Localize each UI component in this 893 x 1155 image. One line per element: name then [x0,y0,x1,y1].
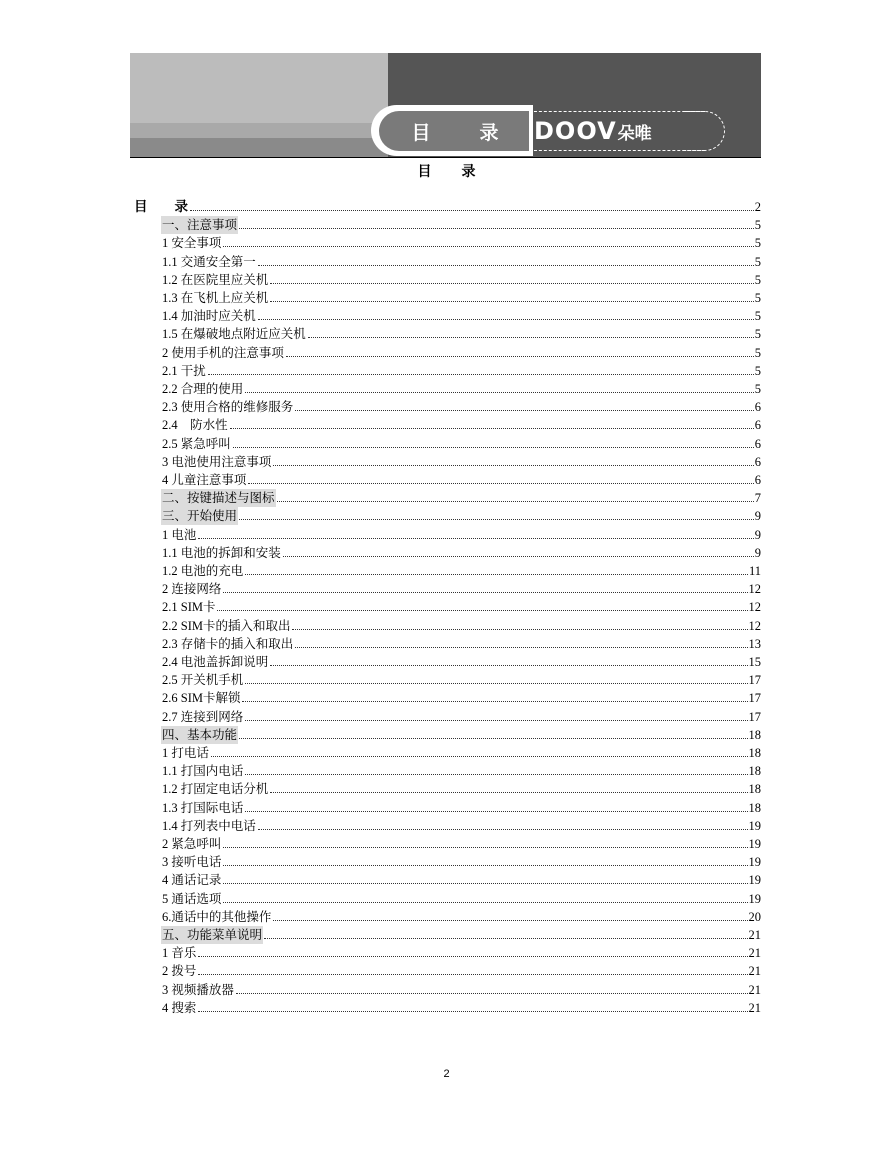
toc-entry-page: 21 [748,946,761,961]
toc-leader-dots [236,992,748,994]
toc-entry[interactable] [161,271,761,289]
toc-entry-page: 2 [754,200,761,214]
toc-entry-label: 二、按键描述与图标 [162,491,275,506]
toc-entry[interactable] [133,198,761,216]
toc-entry-page: 17 [748,691,761,706]
toc-leader-dots [217,609,747,611]
banner-light-block [130,53,388,123]
brand-logo [534,111,710,151]
toc-entry-label: 1 电池 [162,527,197,542]
toc-entry[interactable] [161,689,761,707]
toc-leader-dots [223,864,747,866]
header-banner [130,53,761,157]
toc-entry[interactable] [161,289,761,307]
toc-leader-dots [248,482,753,484]
toc-entry-page: 5 [754,363,761,378]
toc-entry[interactable] [161,744,761,762]
banner-strip [130,138,388,157]
toc-entry-page: 6 [754,454,761,469]
toc-entry-label: 1.2 电池的充电 [162,564,244,578]
toc-entry[interactable] [161,890,761,908]
toc-leader-dots [308,336,754,338]
toc-leader-dots [245,682,747,684]
toc-leader-dots [198,973,747,975]
toc-entry-page: 5 [754,236,761,251]
brand-name-cn: 朵唯 [617,123,652,144]
toc-entry[interactable] [161,598,761,616]
toc-entry[interactable] [161,835,761,853]
toc-entry[interactable] [161,380,761,398]
toc-entry[interactable] [161,653,761,671]
toc-entry-page: 21 [748,928,761,942]
banner-tab-char: 录 [479,121,499,144]
page-number: 2 [443,1068,450,1080]
header-rule [130,157,761,158]
toc-entry[interactable] [161,981,761,999]
toc-leader-dots [277,500,754,502]
toc-leader-dots [273,919,747,921]
toc-leader-dots [292,628,747,630]
toc-entry-page: 5 [754,291,761,305]
toc-entry-page: 18 [748,746,761,760]
toc-entry-label: 4 儿童注意事项 [162,473,247,487]
toc-entry-label: 6.通话中的其他操作 [162,909,272,924]
toc-entry-page: 7 [754,491,761,506]
toc-entry-label: 1.1 电池的拆卸和安装 [162,545,281,560]
toc-entry-label: 2 连接网络 [162,582,222,597]
toc-leader-dots [223,901,747,903]
toc-leader-dots [270,282,753,284]
toc-entry[interactable] [161,234,761,252]
banner-tab-label [379,111,523,151]
toc-entry-label: 2.2 合理的使用 [162,382,244,396]
toc-entry-page: 19 [748,873,761,888]
toc-entry-label: 五、功能菜单说明 [162,928,263,942]
toc-entry[interactable] [161,253,761,271]
toc-entry-label: 1.3 打国际电话 [162,800,244,815]
toc-entry-page: 12 [748,618,761,633]
toc-leader-dots [190,209,754,211]
toc-leader-dots [245,719,747,721]
toc-entry[interactable] [161,726,761,744]
toc-entry[interactable] [161,708,761,726]
toc-entry-label: 2 使用手机的注意事项 [162,345,284,360]
toc-entry-label: 2.1 干扰 [162,363,206,378]
toc-entry-page: 21 [748,1000,761,1015]
toc-entry[interactable] [161,944,761,962]
toc-leader-dots [198,537,753,539]
toc-leader-dots [239,518,754,520]
toc-entry-label: 1.4 打列表中电话 [162,818,256,833]
banner-tab-char: 目 [411,121,431,144]
toc-entry[interactable] [161,671,761,689]
toc-leader-dots [242,700,747,702]
toc-entry-page: 17 [748,673,761,688]
toc-entry-label: 1.2 打固定电话分机 [162,782,269,797]
toc-entry[interactable] [161,325,761,343]
toc-entry[interactable] [161,926,761,944]
toc-entry[interactable] [161,362,761,380]
toc-entry-page: 19 [748,855,761,870]
toc-leader-dots [270,664,747,666]
toc-entry-label: 目 录 [134,199,188,214]
toc-entry-page: 12 [748,600,761,615]
toc-entry-label: 一、注意事项 [162,218,238,233]
toc-entry-page: 5 [754,345,761,360]
toc-entry-label: 1.5 在爆破地点附近应关机 [162,327,306,342]
toc-leader-dots [245,391,753,393]
toc-entry-page: 9 [754,527,761,542]
toc-leader-dots [286,355,754,357]
toc-entry-page: 9 [754,509,761,524]
toc-entry-label: 1.4 加油时应关机 [162,309,256,324]
toc-entry[interactable] [161,507,761,525]
toc-entry-page: 20 [748,909,761,924]
toc-entry[interactable] [161,562,761,580]
brand-name: DOOV [534,117,617,145]
toc-entry-page: 21 [748,964,761,979]
toc-leader-dots [245,773,747,775]
toc-entry-page: 9 [754,545,761,560]
toc-entry-label: 4 通话记录 [162,873,222,888]
toc-entry-page: 18 [748,727,761,742]
toc-entry-page: 6 [754,418,761,433]
toc-leader-dots [198,1010,747,1012]
toc-entry-page: 15 [748,655,761,669]
toc-entry[interactable] [161,908,761,926]
toc-entry[interactable] [161,617,761,635]
toc-entry-page: 19 [748,891,761,906]
toc-leader-dots [245,810,747,812]
toc-entry-page: 19 [748,818,761,833]
toc-leader-dots [239,227,754,229]
toc-leader-dots [223,591,747,593]
toc-entry-page: 11 [748,564,761,578]
toc-entry-label: 2.2 SIM卡的插入和取出 [162,618,291,633]
toc-leader-dots [223,245,753,247]
toc-entry-page: 18 [748,782,761,797]
page-title-char: 目 [417,165,432,180]
toc-entry[interactable] [161,416,761,434]
toc-entry[interactable] [161,580,761,598]
page-title-char: 录 [461,165,476,180]
toc-entry[interactable] [161,544,761,562]
toc-entry[interactable] [161,871,761,889]
toc-entry[interactable] [161,853,761,871]
toc-entry[interactable] [161,817,761,835]
toc-leader-dots [270,300,753,302]
toc-entry-label: 3 视频播放器 [162,982,234,997]
toc-entry-label: 1 打电话 [162,746,209,760]
toc-entry[interactable] [161,453,761,471]
toc-entry-page: 13 [748,636,761,651]
toc-entry-page: 18 [748,764,761,779]
toc-entry-label: 2.7 连接到网络 [162,709,244,724]
toc-entry-label: 三、开始使用 [162,509,238,524]
toc-entry-label: 5 通话选项 [162,891,222,906]
toc-entry-label: 2.1 SIM卡 [162,600,216,615]
toc-entry-label: 2 紧急呼叫 [162,837,222,851]
toc-entry[interactable] [161,780,761,798]
toc-entry[interactable] [161,762,761,780]
toc-leader-dots [264,937,747,939]
toc-leader-dots [230,427,754,429]
toc-entry-label: 2.5 开关机手机 [162,673,244,688]
toc-entry[interactable] [161,216,761,234]
toc-leader-dots [295,646,747,648]
toc-leader-dots [273,464,753,466]
toc-entry-page: 6 [754,436,761,451]
toc-entry-label: 1.1 交通安全第一 [162,254,256,269]
toc-entry[interactable] [161,471,761,489]
toc-entry-page: 5 [754,327,761,342]
toc-entry[interactable] [161,799,761,817]
toc-leader-dots [198,955,747,957]
toc-entry[interactable] [161,635,761,653]
toc-leader-dots [208,373,754,375]
toc-entry-page: 6 [754,473,761,487]
toc-entry-page: 5 [754,309,761,324]
toc-leader-dots [258,264,754,266]
toc-entry-page: 21 [748,982,761,997]
toc-entry-label: 2.4 电池盖拆卸说明 [162,655,269,669]
toc-entry-label: 3 电池使用注意事项 [162,454,272,469]
toc-entry[interactable] [161,999,761,1017]
toc-entry[interactable] [161,489,761,507]
toc-entry-page: 5 [754,254,761,269]
toc-entry[interactable] [161,398,761,416]
toc-leader-dots [239,737,747,739]
toc-entry-page: 5 [754,382,761,396]
toc-entry-label: 4 搜索 [162,1000,197,1015]
toc-entry[interactable] [161,307,761,325]
toc-entry-label: 2 拨号 [162,964,197,979]
toc-entry[interactable] [161,435,761,453]
toc-entry-page: 18 [748,800,761,815]
toc-leader-dots [258,318,754,320]
page-title [0,161,893,181]
toc-leader-dots [223,846,747,848]
toc-entry-label: 2.3 使用合格的维修服务 [162,400,294,415]
toc-leader-dots [270,791,747,793]
toc-leader-dots [223,882,747,884]
toc-entry-label: 2.3 存储卡的插入和取出 [162,636,294,651]
toc-leader-dots [245,573,748,575]
toc-entry-label: 1.3 在飞机上应关机 [162,291,269,305]
toc-entry-label: 四、基本功能 [162,727,238,742]
toc-entry[interactable] [161,344,761,362]
banner-strip [130,123,388,138]
toc-entry-label: 2.4 防水性 [162,418,228,433]
toc-entry-label: 1.2 在医院里应关机 [162,272,269,287]
toc-leader-dots [211,755,748,757]
toc-entry-page: 6 [754,400,761,415]
toc-entry-label: 1 安全事项 [162,236,222,251]
toc-entry-page: 5 [754,272,761,287]
toc-entry[interactable] [161,962,761,980]
toc-entry-page: 12 [748,582,761,597]
toc-entry-label: 2.6 SIM卡解锁 [162,691,241,706]
toc-entry-label: 1 音乐 [162,946,197,961]
toc-leader-dots [233,446,754,448]
toc-entry-label: 1.1 打国内电话 [162,764,244,779]
toc-entry-page: 19 [748,837,761,851]
toc-entry[interactable] [161,526,761,544]
toc-entry-label: 2.5 紧急呼叫 [162,436,231,451]
toc-leader-dots [295,409,753,411]
toc-entry-label: 3 接听电话 [162,855,222,870]
toc-leader-dots [283,555,754,557]
toc-entry-page: 5 [754,218,761,233]
toc-entry-page: 17 [748,709,761,724]
toc-leader-dots [258,828,748,830]
